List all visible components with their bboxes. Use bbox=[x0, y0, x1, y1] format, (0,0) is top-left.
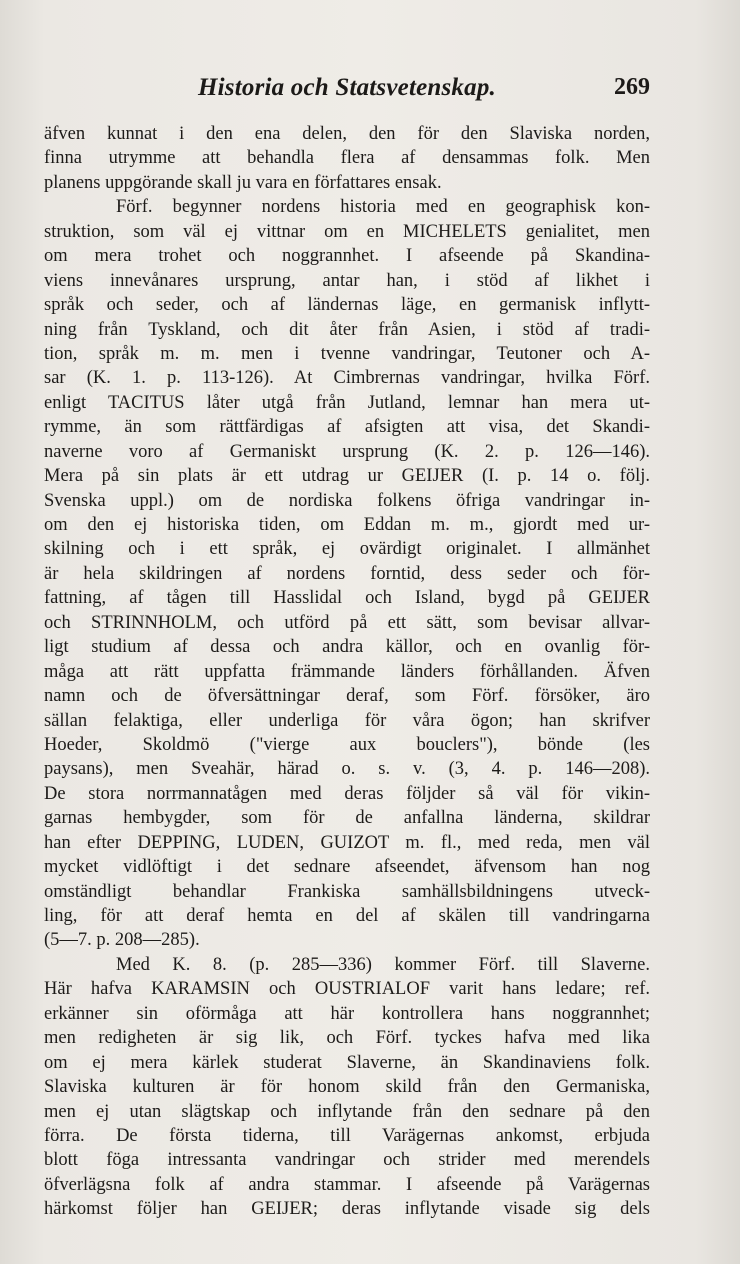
text-line: om mera trohet och noggrannhet. I afseende på Skandina- bbox=[44, 246, 650, 267]
text-line: paysans), men Sveahär, härad o. s. v. (3, 4. p. 146—208). bbox=[44, 759, 650, 780]
text-line: viens innevånares ursprung, antar han, i stöd af likhet i bbox=[44, 270, 650, 291]
text-line: om den ej historiska tiden, om Eddan m. m., gjordt med ur- bbox=[44, 515, 650, 535]
text-line: enligt TACITUS låter utgå från Jutland, lemnar han mera ut- bbox=[44, 392, 650, 413]
text-line: härkomst följer han GEIJER; deras inflytande visade sig dels bbox=[44, 1199, 650, 1220]
text-line: rymme, än som rättfärdigas af afsigten att visa, det Skandi- bbox=[44, 417, 650, 438]
text-line: Förf. begynner nordens historia med en geographisk kon- bbox=[116, 197, 650, 218]
page-number: 269 bbox=[614, 74, 650, 100]
text-line: ning från Tyskland, och dit åter från Asien, i stöd af tradi- bbox=[44, 319, 650, 340]
text-line: sar (K. 1. p. 113-126). At Cimbrernas vandringar, hvilka Förf. bbox=[44, 368, 650, 389]
text-line: Med K. 8. (p. 285—336) kommer Förf. till Slaverne. bbox=[116, 954, 650, 975]
text-line: men ej utan slägtskap och inflytande från den sednare på den bbox=[44, 1101, 650, 1122]
text-line: ligt studium af dessa och andra källor, och en ovanlig för- bbox=[44, 637, 650, 658]
text-line: äfven kunnat i den ena delen, den för den Slaviska norden, bbox=[44, 124, 650, 144]
text-line: förra. De första tiderna, till Varägernas ankomst, erbjuda bbox=[44, 1125, 650, 1146]
text-line: garnas hembygder, som för de anfallna länderna, skildrar bbox=[44, 808, 650, 829]
text-line: naverne voro af Germaniskt ursprung (K. 2. p. 126—146). bbox=[44, 441, 650, 462]
text-line: namn och de öfversättningar deraf, som Förf. försöker, äro bbox=[44, 686, 650, 707]
text-line: skilning och i ett språk, ej ovärdigt originalet. I allmänhet bbox=[44, 539, 650, 560]
text-line: öfverlägsna folk af andra stammar. I afseende på Varägernas bbox=[44, 1174, 650, 1195]
text-line: språk och seder, och af ländernas läge, en germanisk inflytt- bbox=[44, 295, 650, 316]
text-line: (5—7. p. 208—285). bbox=[44, 930, 200, 951]
text-line: erkänner sin oförmåga att här kontrollera hans noggrannhet; bbox=[44, 1003, 650, 1024]
text-line: struktion, som väl ej vittnar om en MICHELETS genialitet, men bbox=[44, 221, 650, 242]
text-line: mycket vidlöftigt i det sednare afseendet, äfvensom han nog bbox=[44, 857, 650, 878]
text-line: blott föga intressanta vandringar och strider med merendels bbox=[44, 1150, 650, 1171]
text-line: men redigheten är sig lik, och Förf. tyckes hafva med lika bbox=[44, 1028, 650, 1049]
text-line: ling, för att deraf hemta en del af skälen till vandringarna bbox=[44, 906, 650, 926]
text-line: fattning, af tågen till Hasslidal och Island, bygd på GEIJER bbox=[44, 588, 650, 609]
text-line: tion, språk m. m. men i tvenne vandringar, Teutoner och A- bbox=[44, 343, 650, 364]
text-line: De stora norrmannatågen med deras följder så väl för vikin- bbox=[44, 783, 650, 804]
text-line: Här hafva KARAMSIN och OUSTRIALOF varit hans ledare; ref. bbox=[44, 979, 650, 1000]
text-line: om ej mera kärlek studerat Slaverne, än Skandinaviens folk. bbox=[44, 1052, 650, 1073]
text-line: omständligt behandlar Frankiska samhällsbildningens utveck- bbox=[44, 881, 650, 902]
text-line: han efter DEPPING, LUDEN, GUIZOT m. fl., med reda, men väl bbox=[44, 832, 650, 853]
text-line: Mera på sin plats är ett utdrag ur GEIJER (I. p. 14 o. följ. bbox=[44, 466, 650, 487]
text-line: Hoeder, Skoldmö ("vierge aux bouclers"), bönde (les bbox=[44, 734, 650, 755]
text-line: och STRINNHOLM, och utförd på ett sätt, som bevisar allvar- bbox=[44, 612, 650, 633]
text-line: finna utrymme att behandla flera af densammas folk. Men bbox=[44, 148, 650, 169]
page-header bbox=[44, 74, 650, 108]
text-line: sällan felaktiga, eller underliga för våra ögon; han skrifver bbox=[44, 710, 650, 731]
text-line: måga att rätt uppfatta främmande länders förhållanden. Äfven bbox=[44, 661, 650, 682]
text-line: Svenska uppl.) om de nordiska folkens öfriga vandringar in- bbox=[44, 490, 650, 511]
text-line: planens uppgörande skall ju vara en författares ensak. bbox=[44, 172, 442, 193]
text-line: är hela skildringen af nordens forntid, dess seder och för- bbox=[44, 563, 650, 584]
text-line: Slaviska kulturen är för honom skild från den Germaniska, bbox=[44, 1077, 650, 1098]
body-text bbox=[44, 122, 650, 1222]
running-title: Historia och Statsvetenskap. bbox=[198, 74, 496, 101]
